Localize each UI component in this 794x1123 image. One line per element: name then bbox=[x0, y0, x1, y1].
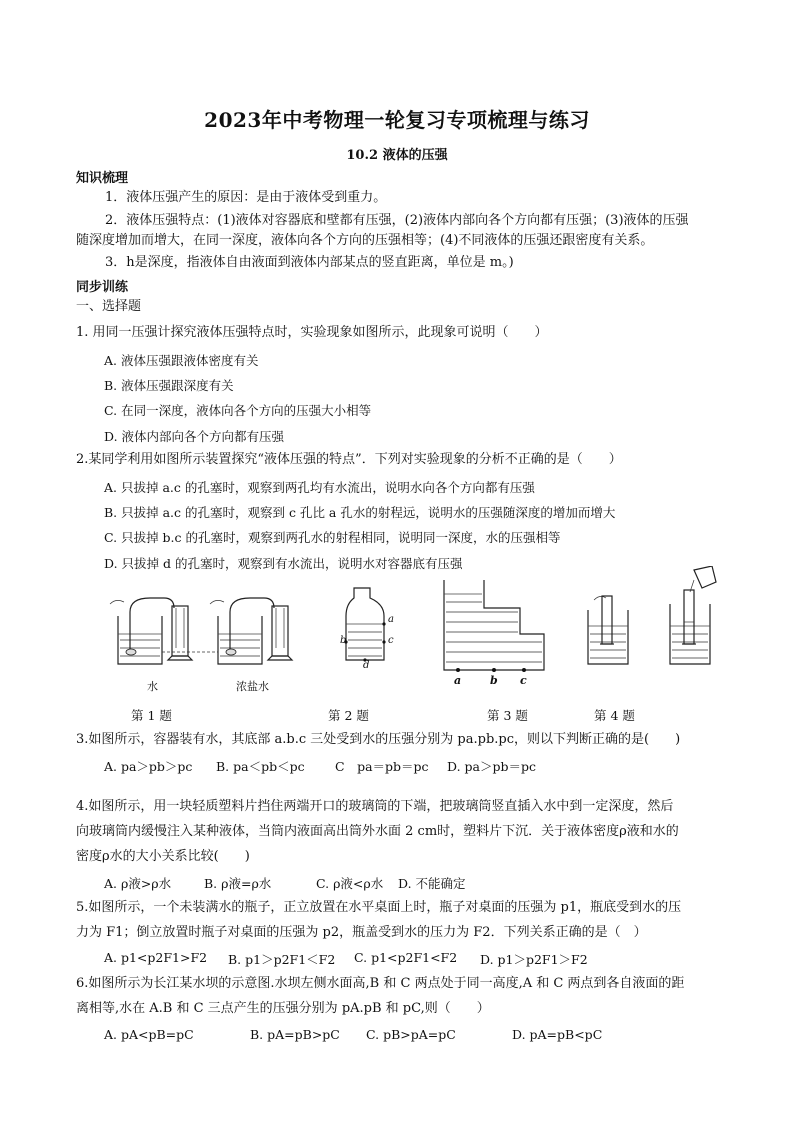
fig3-point-a: a bbox=[454, 674, 462, 687]
q1-option-d: D. 液体内部向各个方向都有压强 bbox=[104, 429, 285, 444]
q4-option-b: B. ρ液=ρ水 bbox=[204, 876, 272, 891]
q3-option-a: A. pa＞pb＞pc bbox=[104, 759, 193, 774]
fig3-point-b: b bbox=[490, 674, 498, 687]
q1-option-b: B. 液体压强跟深度有关 bbox=[104, 378, 234, 393]
q2-option-a: A. 只拔掉 a.c 的孔塞时，观察到两孔均有水流出，说明水向各个方向都有压强 bbox=[104, 480, 535, 495]
fig2-point-b: b bbox=[340, 635, 347, 646]
figure-3-stepped-container bbox=[440, 578, 552, 676]
section-heading: 一、选择题 bbox=[76, 299, 142, 314]
q6-option-d: D. pA=pB<pC bbox=[512, 1027, 603, 1042]
q1-option-a: A. 液体压强跟液体密度有关 bbox=[104, 353, 259, 368]
q6-option-b: B. pA=pB>pC bbox=[250, 1027, 340, 1042]
fig2-point-a: a bbox=[388, 614, 394, 625]
q3-stem: 3.如图所示，容器装有水，其底部 a.b.c 三处受到水的压强分别为 pa.pb.pc，则以下判断正确的是( ) bbox=[76, 732, 681, 747]
knowledge-heading: 知识梳理 bbox=[76, 171, 129, 186]
q5-stem-line-2: 力为 F1；倒立放置时瓶子对桌面的压强为 p2，瓶盖受到水的压力为 F2．下列关系正确的是（ ） bbox=[76, 925, 647, 940]
q1-option-c: C. 在同一深度，液体向各个方向的压强大小相等 bbox=[104, 403, 372, 418]
q1-stem: 1. 用同一压强计探究液体压强特点时，实验现象如图所示，此现象可说明（ ） bbox=[76, 325, 548, 340]
fig1-label-water: 水 bbox=[147, 680, 158, 693]
q3-option-c: C pa＝pb＝pc bbox=[335, 759, 429, 774]
fig3-point-c: c bbox=[520, 674, 527, 687]
q5-option-c: C. p1<p2F1<F2 bbox=[354, 950, 458, 965]
q4-stem-line-1: 4.如图所示，用一块轻质塑料片挡住两端开口的玻璃筒的下端，把玻璃筒竖直插入水中到一定深度，然后 bbox=[76, 799, 674, 814]
knowledge-item-2-cont: 随深度增加而增大，在同一深度，液体向各个方向的压强相等；(4)不同液体的压强还跟密度有关系。 bbox=[76, 233, 654, 248]
q4-stem-line-2: 向玻璃筒内缓慢注入某种液体，当筒内液面高出筒外水面 2 cm时，塑料片下沉．关于液体密度ρ液和水的 bbox=[76, 824, 679, 839]
fig4-caption: 第 4 题 bbox=[594, 708, 635, 723]
fig1-label-saltwater: 浓盐水 bbox=[236, 680, 269, 693]
q2-option-b: B. 只拔掉 a.c 的孔塞时，观察到 c 孔比 a 孔水的射程远，说明水的压强随深度的增加而增大 bbox=[104, 505, 616, 520]
q3-option-b: B. pa＜pb＜pc bbox=[216, 759, 305, 774]
q6-stem-line-2: 离相等,水在 A.B 和 C 三点产生的压强分别为 pA.pB 和 pC,则（ ） bbox=[76, 1001, 490, 1016]
practice-heading: 同步训练 bbox=[76, 280, 129, 295]
knowledge-item-2: 2．液体压强特点：(1)液体对容器底和壁都有压强，(2)液体内部向各个方向都有压强；(3)液体的压强 bbox=[105, 213, 689, 228]
q6-stem-line-1: 6.如图所示为长江某水坝的示意图.水坝左侧水面高,B 和 C 两点处于同一高度,A 和 C 两点到各自液面的距 bbox=[76, 976, 685, 991]
q2-option-c: C. 只拔掉 b.c 的孔塞时，观察到两孔水的射程相同，说明同一深度，水的压强相等 bbox=[104, 530, 561, 545]
q5-option-d: D. p1＞p2F1＞F2 bbox=[480, 952, 588, 967]
page-subtitle: 10.2 液体的压强 bbox=[346, 148, 448, 163]
q6-option-a: A. pA<pB=pC bbox=[104, 1027, 194, 1042]
fig2-point-d: d bbox=[363, 660, 370, 671]
q5-option-a: A. p1<p2F1>F2 bbox=[104, 950, 208, 965]
q3-option-d: D. pa＞pb＝pc bbox=[447, 759, 536, 774]
q4-stem-line-3: 密度ρ水的大小关系比较( ) bbox=[76, 849, 250, 864]
q5-option-b: B. p1＞p2F1＜F2 bbox=[228, 952, 336, 967]
q4-option-d: D. 不能确定 bbox=[398, 876, 466, 891]
knowledge-item-1: 1．液体压强产生的原因：是由于液体受到重力。 bbox=[105, 190, 387, 205]
q6-option-c: C. pB>pA=pC bbox=[366, 1027, 456, 1042]
q2-stem: 2.某同学利用如图所示装置探究“液体压强的特点”．下列对实验现象的分析不正确的是（ ） bbox=[76, 452, 622, 467]
fig3-caption: 第 3 题 bbox=[487, 708, 528, 723]
figure-1-pressure-gauges bbox=[100, 586, 300, 694]
fig2-caption: 第 2 题 bbox=[328, 708, 369, 723]
q2-option-d: D. 只拔掉 d 的孔塞时，观察到有水流出，说明水对容器底有压强 bbox=[104, 556, 463, 571]
q4-option-c: C. ρ液<ρ水 bbox=[316, 876, 384, 891]
q4-option-a: A. ρ液>ρ水 bbox=[104, 876, 172, 891]
fig2-point-c: c bbox=[388, 635, 394, 646]
page-title: 2023年中考物理一轮复习专项梳理与练习 bbox=[204, 108, 590, 132]
figure-4-glass-tubes bbox=[582, 566, 728, 670]
fig1-caption: 第 1 题 bbox=[131, 708, 172, 723]
q5-stem-line-1: 5.如图所示，一个未装满水的瓶子，正立放置在水平桌面上时，瓶子对桌面的压强为 p1，瓶底受到水的压 bbox=[76, 900, 682, 915]
knowledge-item-3: 3．h是深度，指液体自由液面到液体内部某点的竖直距离，单位是 m。) bbox=[105, 255, 514, 270]
